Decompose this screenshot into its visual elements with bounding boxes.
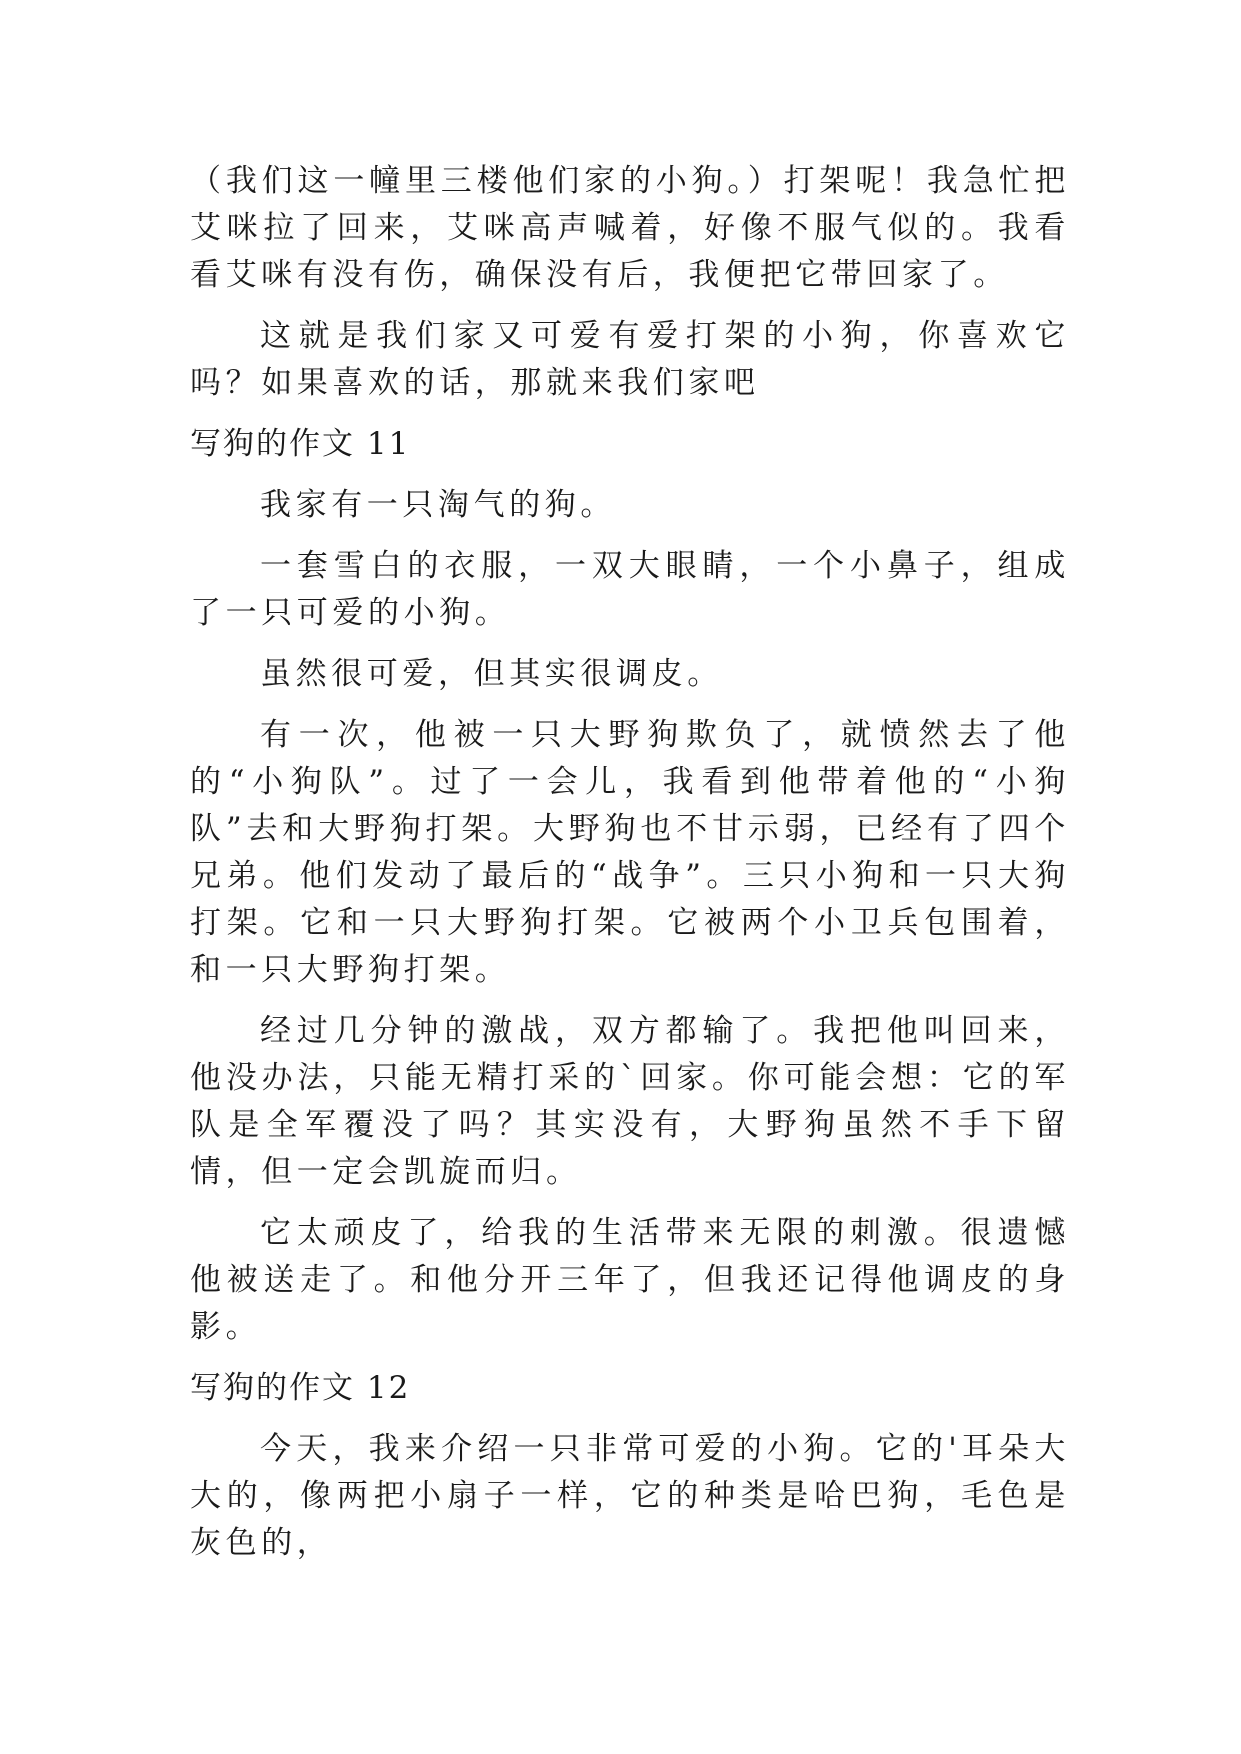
paragraph: 它太顽皮了，给我的生活带来无限的刺激。很遗憾他被送走了。和他分开三年了，但我还记得他调皮的身影。 [190,1215,1070,1345]
paragraph: 虽然很可爱，但其实很调皮。 [260,656,723,692]
section-heading: 写狗的作文 12 [190,1370,411,1406]
paragraph: 这就是我们家又可爱有爱打架的小狗，你喜欢它吗？如果喜欢的话，那就来我们家吧 [190,318,1070,401]
paragraph: 经过几分钟的激战，双方都输了。我把他叫回来，他没办法，只能无精打采的`回家。你可能会想：它的军队是全军覆没了吗？其实没有，大野狗虽然不手下留情，但一定会凯旋而归。 [190,1013,1070,1190]
paragraph: （我们这一幢里三楼他们家的小狗。）打架呢！我急忙把艾咪拉了回来，艾咪高声喊着，好像不服气似的。我看看艾咪有没有伤，确保没有后，我便把它带回家了。 [190,163,1070,293]
section-heading: 写狗的作文 11 [190,426,411,462]
document-body [190,158,1070,1581]
paragraph: 我家有一只淘气的狗。 [260,487,616,523]
paragraph: 一套雪白的衣服，一双大眼睛，一个小鼻子，组成了一只可爱的小狗。 [190,548,1070,631]
paragraph: 今天，我来介绍一只非常可爱的小狗。它的'耳朵大大的，像两把小扇子一样，它的种类是哈巴狗，毛色是灰色的， [190,1431,1070,1561]
paragraph: 有一次，他被一只大野狗欺负了，就愤然去了他的“小狗队”。过了一会儿，我看到他带着他的“小狗队”去和大野狗打架。大野狗也不甘示弱，已经有了四个兄弟。他们发动了最后的“战争”。三只小狗和一只大狗打架。它和一只大野狗打架。它被两个小卫兵包围着，和一只大野狗打架。 [190,717,1070,988]
